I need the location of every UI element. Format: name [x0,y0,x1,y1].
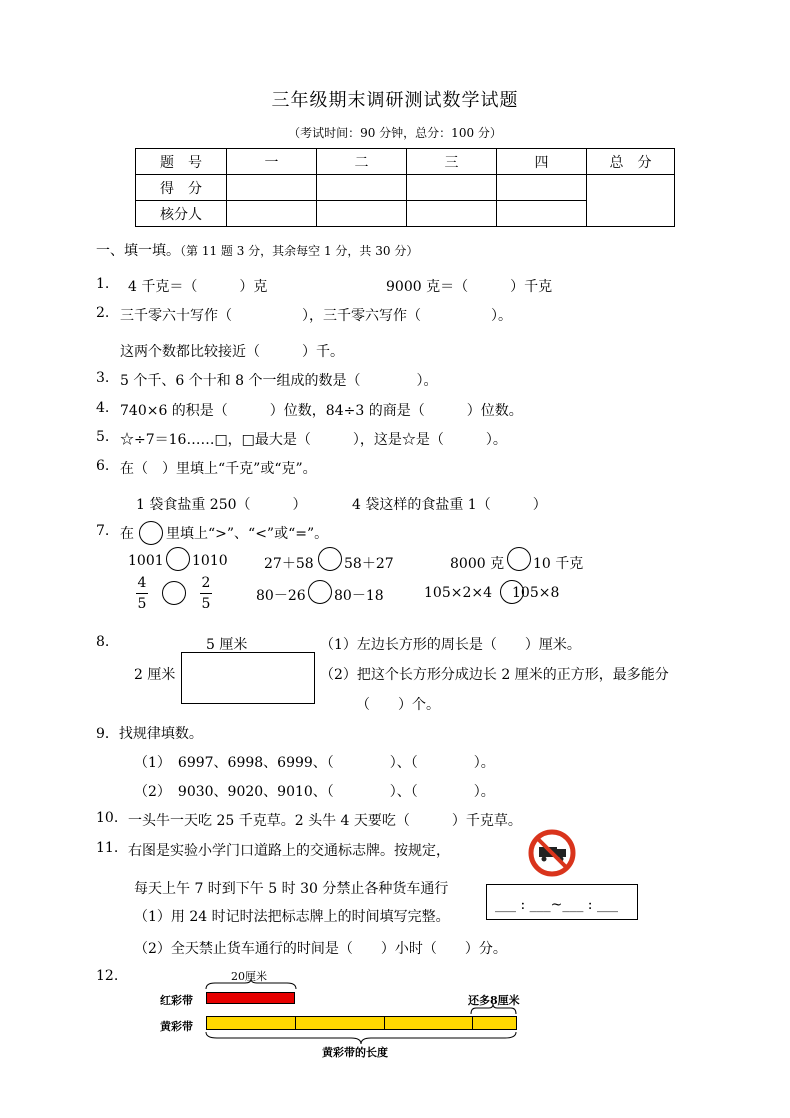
red-ribbon [206,992,295,1004]
q5-number: 5. [96,429,110,445]
segment-divider [295,1017,296,1029]
circle-icon [139,521,163,545]
header-cell: 题 号 [136,149,227,175]
fraction-bar [200,593,212,594]
fraction-denominator: 5 [201,596,211,612]
q6-part-a: 1 袋食盐重 250（ ） [136,497,307,513]
time-box[interactable] [486,884,638,920]
q11-text: 右图是实验小学门口道路上的交通标志牌。按规定， [128,843,450,859]
q7-pre: 在 [120,526,134,542]
row-label: 得 分 [136,175,227,201]
yellow-total-label: 黄彩带的长度 [322,1046,388,1059]
q5-text: ☆÷7＝16……□，□最大是（ ），这是☆是（ ）。 [120,432,507,448]
segment-divider [384,1017,385,1029]
q3-text: 5 个千、6 个十和 8 个一组成的数是（ ）。 [120,373,438,389]
fraction-denominator: 5 [137,596,147,612]
q1-number: 1. [96,276,110,292]
q3-number: 3. [96,370,110,386]
red-brace-icon [205,978,297,990]
q7-item: 8000 克 [450,556,505,572]
q11-rule: 每天上午 7 时到下午 5 时 30 分禁止各种货车通行 [134,881,449,897]
q1-part-b: 9000 克＝（ ）千克 [386,279,553,295]
q8-side-length: 2 厘米 [134,667,176,683]
yellow-brace-icon [205,1031,518,1045]
fraction [198,574,214,613]
red-length-label: 20厘米 [231,970,267,983]
q8-part1: （1）左边长方形的周长是（ ）厘米。 [320,637,581,653]
header-cell: 一 [227,149,317,175]
fraction-numerator: 4 [137,575,147,591]
row-label: 核分人 [136,201,227,227]
q7-item: 80－26 [256,588,306,604]
compare-circle[interactable] [162,581,186,605]
page-title: 三年级期末调研测试数学试题 [271,90,519,111]
q7-item: 58＋27 [344,556,394,572]
segment-divider [472,1017,473,1029]
score-cell[interactable] [227,201,317,227]
fraction-bar [136,593,148,594]
time-box-text: ___ : ___~___ : ___ [495,897,618,913]
score-cell[interactable] [317,201,407,227]
q8-part2-blank: （ ）个。 [356,697,440,713]
compare-circle[interactable] [507,547,531,571]
q7-item: 105×8 [512,585,560,601]
q7-item: 80－18 [334,588,384,604]
score-cell[interactable] [407,201,497,227]
q7-item: 1010 [192,553,228,569]
score-cell[interactable] [497,201,587,227]
q10-text: 一头牛一天吃 25 千克草。2 头牛 4 天要吃（ ）千克草。 [128,813,522,829]
q4-text: 740×6 的积是（ ）位数，84÷3 的商是（ ）位数。 [120,403,523,419]
q7-number: 7. [96,523,110,539]
total-score-cell[interactable] [587,175,675,227]
q9-heading: 9．找规律填数。 [96,726,203,742]
q12-number: 12. [96,968,119,984]
header-cell: 四 [497,149,587,175]
extra-length-label: 还多8厘米 [468,994,520,1007]
q10-number: 10. [96,810,119,826]
yellow-ribbon [206,1016,517,1030]
header-cell: 三 [407,149,497,175]
no-trucks-sign-icon [527,828,577,878]
q8-number: 8. [96,634,110,650]
score-cell[interactable] [497,175,587,201]
score-cell[interactable] [317,175,407,201]
fraction [134,574,150,613]
q9-seq1: （1） 6997、6998、6999、（ ）、（ ）。 [134,755,495,771]
score-table [135,148,675,227]
header-cell: 总 分 [587,149,675,175]
score-cell[interactable] [227,175,317,201]
q4-number: 4. [96,400,110,416]
q11-part1: （1）用 24 时记时法把标志牌上的时间填写完整。 [134,909,450,925]
q6-text: 在（ ）里填上“千克”或“克”。 [120,461,317,477]
q11-number: 11. [96,840,119,856]
red-ribbon-label: 红彩带 [160,994,193,1007]
q9-seq2: （2） 9030、9020、9010、（ ）、（ ）。 [134,784,495,800]
compare-circle[interactable] [318,547,342,571]
q2-number: 2. [96,305,110,321]
q1-part-a: 4 千克＝（ ）克 [128,279,268,295]
yellow-ribbon-label: 黄彩带 [160,1020,193,1033]
q11-part2: （2）全天禁止货车通行的时间是（ ）小时（ ）分。 [134,941,507,957]
q2-continuation: 这两个数都比较接近（ ）千。 [120,344,344,360]
q7-post: 里填上“>”、“<”或“=”。 [166,526,329,542]
q7-item: 1001 [128,553,164,569]
rectangle-figure [181,652,315,704]
fraction-numerator: 2 [201,575,211,591]
score-cell[interactable] [407,175,497,201]
q7-item: 105×2×4 [424,585,492,601]
q2-text: 三千零六十写作（ ），三千零六写作（ ）。 [120,308,512,324]
header-cell: 二 [317,149,407,175]
exam-info: （考试时间：90 分钟，总分：100 分） [288,126,502,140]
section-heading: 一、填一填。（第 11 题 3 分，其余每空 1 分，共 30 分） [96,243,419,259]
compare-circle[interactable] [166,547,190,571]
q8-top-length: 5 厘米 [206,637,248,653]
compare-circle[interactable] [308,580,332,604]
extra-brace-icon [470,1003,518,1015]
q8-part2: （2）把这个长方形分成边长 2 厘米的正方形，最多能分 [320,667,669,683]
q7-item: 10 千克 [533,556,584,572]
q7-item: 27＋58 [264,556,314,572]
q6-part-b: 4 袋这样的食盐重 1（ ） [352,497,547,513]
q6-number: 6. [96,458,110,474]
